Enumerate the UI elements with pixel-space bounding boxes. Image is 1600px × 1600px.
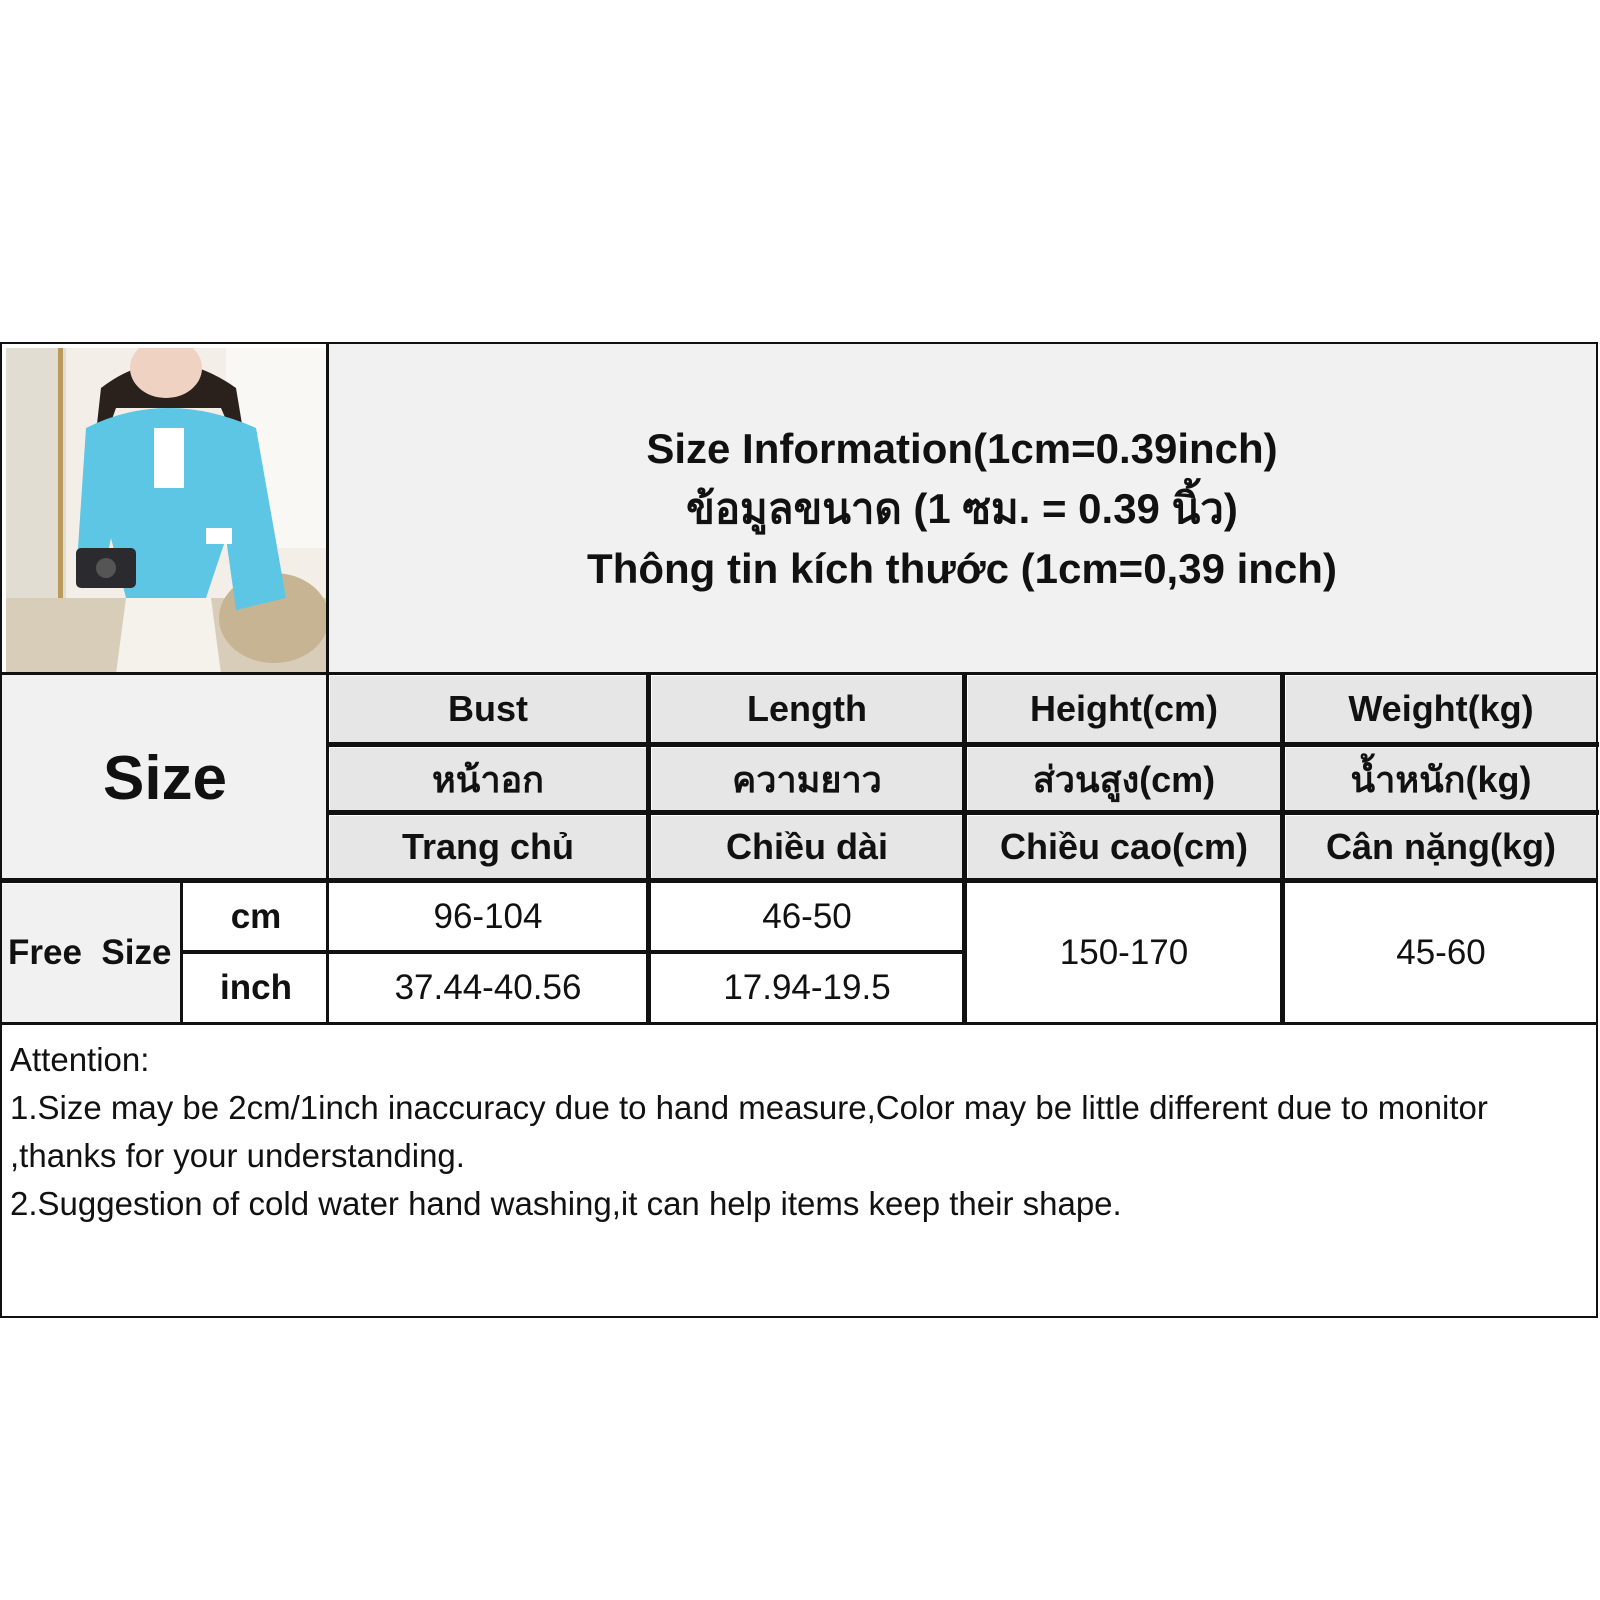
grid-line (2, 1022, 1598, 1025)
weight-value: 45-60 (1396, 933, 1486, 972)
bust-cm-value: 96-104 (433, 897, 543, 936)
title-thai: ข้อมูลขนาด (1 ซม. = 0.39 นิ้ว) (686, 485, 1238, 532)
length-inch-value: 17.94-19.5 (723, 968, 891, 1007)
title-english: Size Information(1cm=0.39inch) (646, 425, 1278, 472)
free-size-label: Free Size (2, 884, 180, 1022)
header-length-th: ความยาว (652, 748, 962, 810)
size-chart (0, 342, 1598, 1318)
unit-cm-label: cm (230, 897, 282, 936)
grid-line (646, 674, 651, 1022)
header-bust-th: หน้าอก (330, 748, 646, 810)
header-bust-vi: Trang chủ (330, 816, 646, 878)
title-block (328, 344, 1596, 674)
header-weight-th: น้ำหนัก(kg) (1286, 748, 1596, 810)
size-label: Size (2, 674, 328, 882)
grid-line (2, 878, 1598, 883)
notes-item-2: 2.Suggestion of cold water hand washing,it can help items keep their shape. (10, 1185, 1122, 1222)
attention-notes (10, 1036, 1590, 1228)
header-length-en: Length (652, 676, 962, 742)
grid-line (326, 344, 329, 1022)
header-bust-en: Bust (330, 676, 646, 742)
notes-heading: Attention: (10, 1041, 150, 1078)
header-height-vi: Chiều cao(cm) (968, 816, 1280, 878)
length-cm-value: 46-50 (762, 897, 852, 936)
notes-item-1: 1.Size may be 2cm/1inch inaccuracy due to hand measure,Color may be little different due to monitor ,thanks for your understanding. (10, 1089, 1488, 1174)
header-height-en: Height(cm) (968, 676, 1280, 742)
height-value: 150-170 (1059, 933, 1189, 972)
header-height-th: ส่วนสูง(cm) (968, 748, 1280, 810)
product-photo (6, 348, 328, 674)
grid-line (1280, 674, 1285, 1022)
grid-line (182, 950, 964, 954)
header-weight-en: Weight(kg) (1286, 676, 1596, 742)
unit-inch-label: inch (220, 968, 292, 1007)
grid-line (2, 672, 1598, 675)
title-vietnamese: Thông tin kích thước (1cm=0,39 inch) (587, 545, 1337, 592)
grid-line (962, 674, 967, 1022)
header-length-vi: Chiều dài (652, 816, 962, 878)
bust-inch-value: 37.44-40.56 (394, 968, 582, 1007)
header-weight-vi: Cân nặng(kg) (1286, 816, 1596, 878)
